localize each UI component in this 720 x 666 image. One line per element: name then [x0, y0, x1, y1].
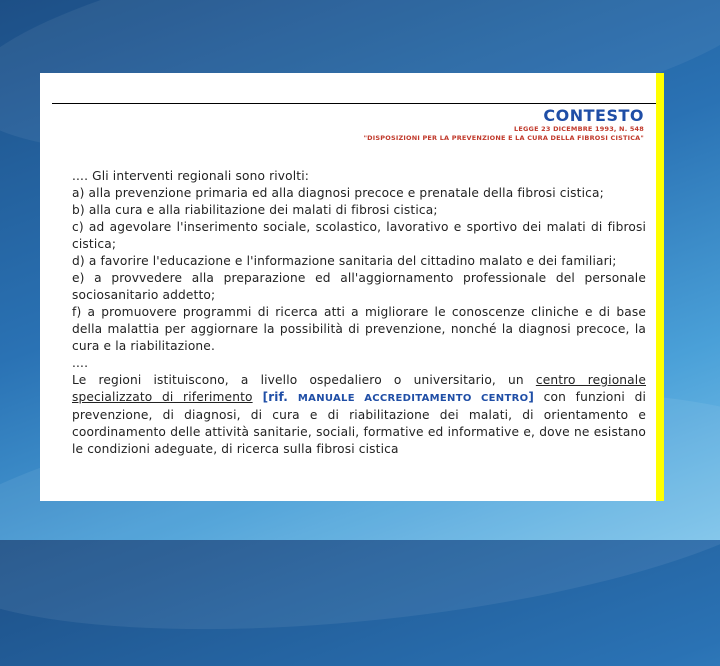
ellipsis-line: .... — [72, 356, 89, 370]
header-divider — [52, 103, 656, 104]
final-paragraph — [72, 372, 646, 458]
slide-title: CONTESTO — [543, 106, 644, 125]
list-item-e: e) a provvedere alla preparazione ed all'aggiornamento professionale del personale sociosanitario addetto; — [72, 271, 646, 302]
slide-header — [364, 107, 644, 143]
law-reference: LEGGE 23 DICEMBRE 1993, N. 548 — [514, 125, 644, 133]
centro-regionale-link: centro regionale — [535, 373, 646, 387]
centro-specializzato-link: specializzato di riferimento — [72, 390, 253, 404]
list-item-b: b) alla cura e alla riabilitazione dei malati di fibrosi cistica; — [72, 203, 438, 217]
list-item-f: f) a promuovere programmi di ricerca atti a migliorare le conoscenze cliniche e di base della malattia per aggiornare la possibilità di prevenzione, nonché la diagnosi precoce, la cura e la riabilitazione. — [72, 305, 646, 353]
body-text — [72, 168, 646, 458]
list-item-d: d) a favorire l'educazione e l'informazione sanitaria del cittadino malato e dei familiari; — [72, 254, 617, 268]
manual-reference: MANUALE ACCREDITAMENTO CENTRO — [297, 393, 529, 404]
slide-content — [40, 73, 664, 501]
intro-line: .... Gli interventi regionali sono rivolti: — [72, 169, 310, 183]
accent-bar — [656, 73, 664, 501]
final-text-start: Le regioni istituiscono, a livello ospedaliero o universitario, un — [72, 373, 536, 387]
list-item-a: a) alla prevenzione primaria ed alla diagnosi precoce e prenatale della fibrosi cistica; — [72, 186, 604, 200]
ref-close: ] — [528, 390, 535, 404]
final-text-end: con funzioni di prevenzione, di diagnosi, di cura e di riabilitazione dei malati, di orientamento e coordinamento delle attività sanitarie, sociali, formative ed informative e, dove ne esistano le condizioni adeguate, di ricerca sulla fibrosi cistica — [72, 390, 646, 456]
law-title: "DISPOSIZIONI PER LA PREVENZIONE E LA CURA DELLA FIBROSI CISTICA" — [363, 134, 644, 142]
list-item-c: c) ad agevolare l'inserimento sociale, scolastico, lavorativo e sportivo dei malati di fibrosi cistica; — [72, 220, 646, 251]
ref-open: [rif. — [252, 390, 298, 404]
